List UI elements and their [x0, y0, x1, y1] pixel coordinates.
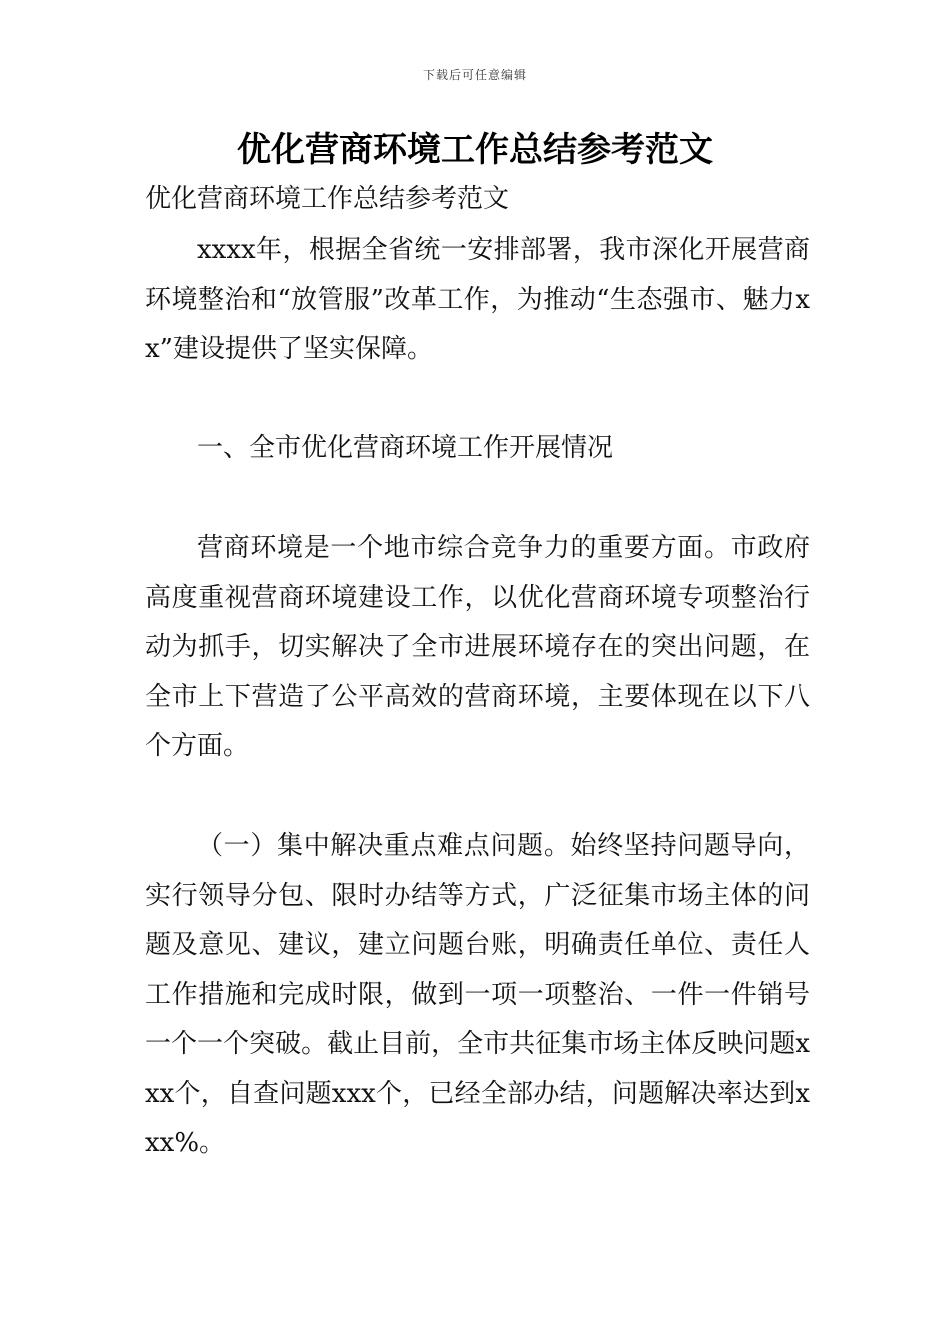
section-heading-1: 一、全市优化营商环境工作开展情况 — [197, 433, 614, 463]
paragraph-intro: xxxx年，根据全省统一安排部署，我市深化开展营商环境整治和“放管服”改革工作，为推动“生态强市、魅力xx”建设提供了坚实保障。 — [145, 235, 810, 364]
paragraph-overview: 营商环境是一个地市综合竞争力的重要方面。市政府高度重视营商环境建设工作，以优化营商环境专项整治行动为抓手，切实解决了全市进展环境存在的突出问题，在全市上下营造了公平高效的营商环境，主要体现在以下八个方面。 — [145, 533, 810, 761]
document-title: 优化营商环境工作总结参考范文 — [237, 130, 713, 170]
document-subtitle: 优化营商环境工作总结参考范文 — [145, 184, 510, 214]
paragraph-item-1: （一）集中解决重点难点问题。始终坚持问题导向，实行领导分包、限时办结等方式，广泛征集市场主体的问题及意见、建议，建立问题台账，明确责任单位、责任人工作措施和完成时限，做到一项一项整治、一件一件销号一个一个突破。截止目前，全市共征集市场主体反映问题xxx个，自查问题xxx个，已经全部办结，问题解决率达到xxx%。 — [145, 831, 810, 1158]
header-note: 下载后可任意编辑 — [422, 68, 527, 82]
